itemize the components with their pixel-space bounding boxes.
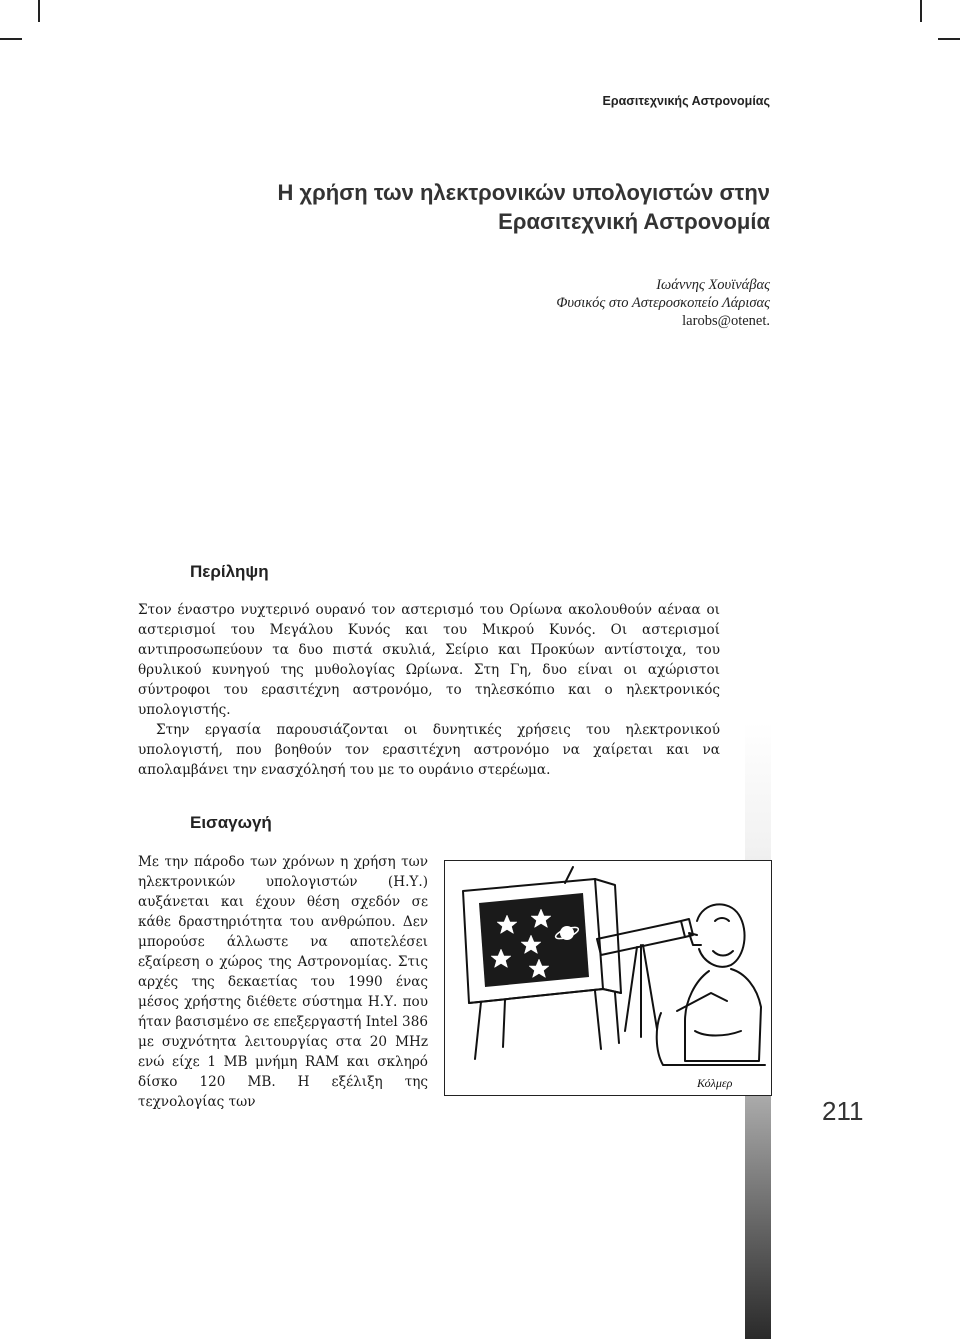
page-number: 211 bbox=[822, 1096, 864, 1126]
article-title bbox=[210, 178, 770, 236]
author-affiliation: Φυσικός στο Αστεροσκοπείο Λάρισας bbox=[556, 295, 770, 311]
abstract-body bbox=[138, 600, 720, 780]
running-header: Ερασιτεχνικής Αστρονομίας bbox=[602, 94, 770, 108]
crop-mark bbox=[938, 38, 960, 40]
cartoon-signature: Κόλμερ bbox=[697, 1076, 733, 1090]
intro-heading: Εισαγωγή bbox=[190, 813, 272, 832]
author-email[interactable]: larobs@otenet. bbox=[682, 313, 770, 329]
abstract-paragraph: Στην εργασία παρουσιάζονται οι δυνητικές χρήσεις του ηλεκτρονικού υπολογιστή, που βοηθούν τον ερασιτέχνη αστρονόμο να χαίρεται και να απολαμβάνει την ενασχόλησή του με το ουράνιο στερέωμα. bbox=[138, 722, 720, 778]
title-line: Ερασιτεχνική Αστρονομία bbox=[498, 209, 770, 234]
author-block bbox=[350, 276, 770, 330]
crop-mark bbox=[0, 38, 22, 40]
cartoon-illustration bbox=[445, 861, 771, 1095]
author-name: Ιωάννης Χουϊνάβας bbox=[656, 277, 770, 293]
title-line: Η χρήση των ηλεκτρονικών υπολογιστών στην bbox=[277, 180, 770, 205]
crop-mark bbox=[38, 0, 40, 22]
abstract-paragraph: Στον έναστρο νυχτερινό ουρανό τον αστερισμό του Ορίωνα ακολουθούν αέναα οι αστερισμοί του Μεγάλου Κυνός και του Μικρού Κυνός. Οι αστερισμοί αντιπροσωπεύουν τα δυο πιστά σκυλιά, Σείριο και Προκύων αντίστοιχα, του θρυλικού κυνηγού της μυθολογίας Ωρίωνα. Στη Γη, δυο είναι οι αχώριστοι σύντροφοι του ερασιτέχνη αστρονόμο, το τηλεσκόπιο και ο ηλεκτρονικός υπολογιστής. bbox=[138, 602, 720, 718]
abstract-heading: Περίληψη bbox=[190, 562, 269, 581]
cartoon-figure bbox=[444, 860, 772, 1096]
crop-mark bbox=[920, 0, 922, 22]
intro-paragraph: Με την πάροδο των χρόνων η χρήση των ηλεκτρονικών υπολογιστών (Η.Υ.) αυξάνεται και έχουν θέση σχεδόν σε κάθε δραστηριότητα του ανθρώπου. Δεν μπορούσε άλλωστε να αποτελέσει εξαίρεση ο χώρος της Αστρονομίας. Στις αρχές της δεκαετίας του 1990 ένας μέσος χρήστης διέθετε σύστημα Η.Υ. που ήταν βασισμένο σε επεξεργαστή Intel 386 με συχνότητα λειτουργίας στα 20 MHz ενώ είχε 1 MB μνήμη RAM και σκληρό δίσκο 120 MB. Η εξέλιξη της τεχνολογίας των bbox=[138, 854, 429, 1110]
